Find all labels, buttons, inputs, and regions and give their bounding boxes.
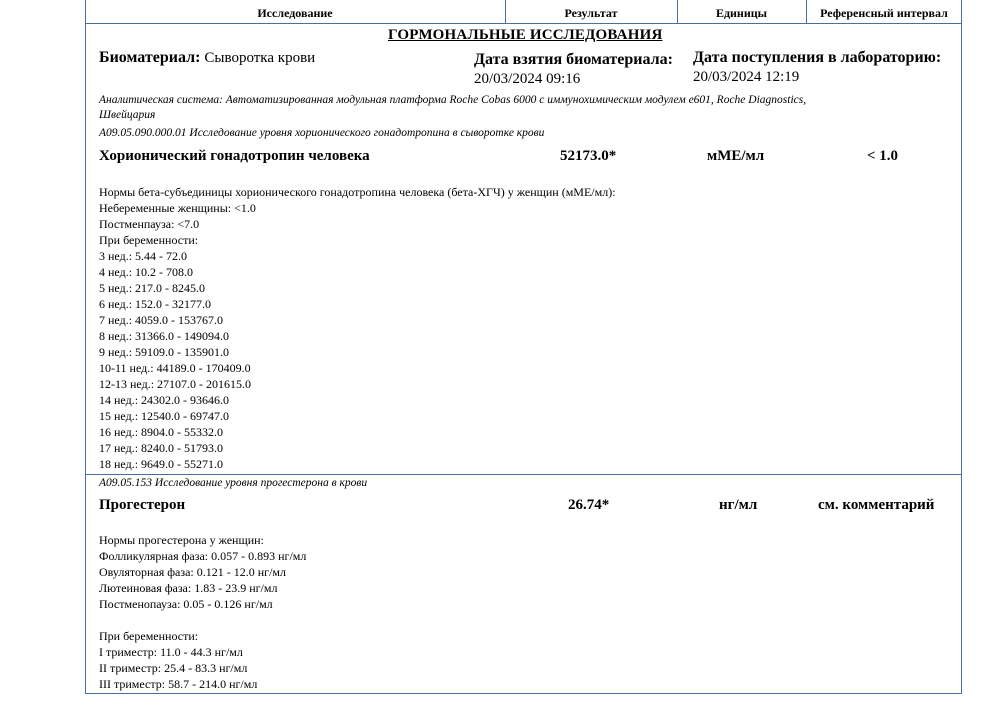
received-date-label: Дата поступления в лабораторию: xyxy=(693,49,942,66)
test-name: Прогестерон xyxy=(99,497,186,513)
norm-line: 10-11 нед.: 44189.0 - 170409.0 xyxy=(99,361,251,375)
norm-line: 16 нед.: 8904.0 - 55332.0 xyxy=(99,425,224,439)
norm-line: 4 нед.: 10.2 - 708.0 xyxy=(99,265,194,279)
analytic-system-line2: Швейцария xyxy=(99,109,156,121)
header-units: Единицы xyxy=(715,6,768,20)
norm-line: 17 нед.: 8240.0 - 51793.0 xyxy=(99,441,224,455)
sample-date-value: 20/03/2024 09:16 xyxy=(474,71,581,87)
sample-date-label: Дата взятия биоматериала: xyxy=(474,51,673,68)
norm-line: 15 нед.: 12540.0 - 69747.0 xyxy=(99,409,230,423)
norm-line: 7 нед.: 4059.0 - 153767.0 xyxy=(99,313,224,327)
norm-line: Постменопауза: 0.05 - 0.126 нг/мл xyxy=(99,597,273,611)
section-title: ГОРМОНАЛЬНЫЕ ИССЛЕДОВАНИЯ xyxy=(388,27,663,43)
norm-line: I триместр: 11.0 - 44.3 нг/мл xyxy=(99,645,243,659)
norm-line: Овуляторная фаза: 0.121 - 12.0 нг/мл xyxy=(99,565,287,579)
section-divider xyxy=(85,474,962,475)
norm-line: При беременности: xyxy=(99,233,199,247)
test-reference: см. комментарий xyxy=(818,497,935,513)
norm-line: II триместр: 25.4 - 83.3 нг/мл xyxy=(99,661,248,675)
norm-line: Небеременные женщины: <1.0 xyxy=(99,201,256,215)
norm-line: 8 нед.: 31366.0 - 149094.0 xyxy=(99,329,230,343)
table-header xyxy=(85,0,962,24)
analytic-system-line1: Аналитическая система: Автоматизированная модульная платформа Roche Cobas 6000 с иммунохимическим модулем e601, Roche Diagnostics, xyxy=(99,94,807,106)
test-units: мМЕ/мл xyxy=(707,148,765,164)
test-reference: < 1.0 xyxy=(867,148,899,164)
biomaterial-label: Биоматериал: xyxy=(99,49,201,66)
norm-line: Лютеиновая фаза: 1.83 - 23.9 нг/мл xyxy=(99,581,278,595)
norm-line: III триместр: 58.7 - 214.0 нг/мл xyxy=(99,677,258,691)
norm-line: При беременности: xyxy=(99,629,199,643)
norms-block xyxy=(99,532,306,692)
norms-block xyxy=(99,184,616,472)
header-study: Исследование xyxy=(257,6,333,20)
norm-line: Фолликулярная фаза: 0.057 - 0.893 нг/мл xyxy=(99,549,307,563)
test-code-line: A09.05.090.000.01 Исследование уровня хорионического гонадотропина в сыворотке крови xyxy=(99,127,545,139)
norm-line: Нормы прогестерона у женщин: xyxy=(99,533,264,547)
norm-line: 3 нед.: 5.44 - 72.0 xyxy=(99,249,188,263)
test-name: Хорионический гонадотропин человека xyxy=(99,148,370,164)
norm-line xyxy=(99,612,306,628)
header-result: Результат xyxy=(564,6,618,20)
test-result: 26.74* xyxy=(568,497,610,513)
test-result: 52173.0* xyxy=(560,148,617,164)
norm-line: 18 нед.: 9649.0 - 55271.0 xyxy=(99,457,224,471)
norm-line: 6 нед.: 152.0 - 32177.0 xyxy=(99,297,212,311)
test-code-line: A09.05.153 Исследование уровня прогестерона в крови xyxy=(99,477,368,489)
biomaterial-value: Сыворотка крови xyxy=(204,50,316,66)
norm-line: 14 нед.: 24302.0 - 93646.0 xyxy=(99,393,230,407)
norm-line: Постменпауза: <7.0 xyxy=(99,217,200,231)
norm-line: Нормы бета-субъединицы хорионического гонадотропина человека (бета-ХГЧ) у женщин (мМЕ/мл): xyxy=(99,185,616,199)
biomaterial xyxy=(99,49,315,67)
received-date-value: 20/03/2024 12:19 xyxy=(693,69,800,85)
norm-line: 12-13 нед.: 27107.0 - 201615.0 xyxy=(99,377,252,391)
header-reference: Референсный интервал xyxy=(820,6,948,20)
test-units: нг/мл xyxy=(719,497,758,513)
norm-line: 9 нед.: 59109.0 - 135901.0 xyxy=(99,345,230,359)
norm-line: 5 нед.: 217.0 - 8245.0 xyxy=(99,281,206,295)
